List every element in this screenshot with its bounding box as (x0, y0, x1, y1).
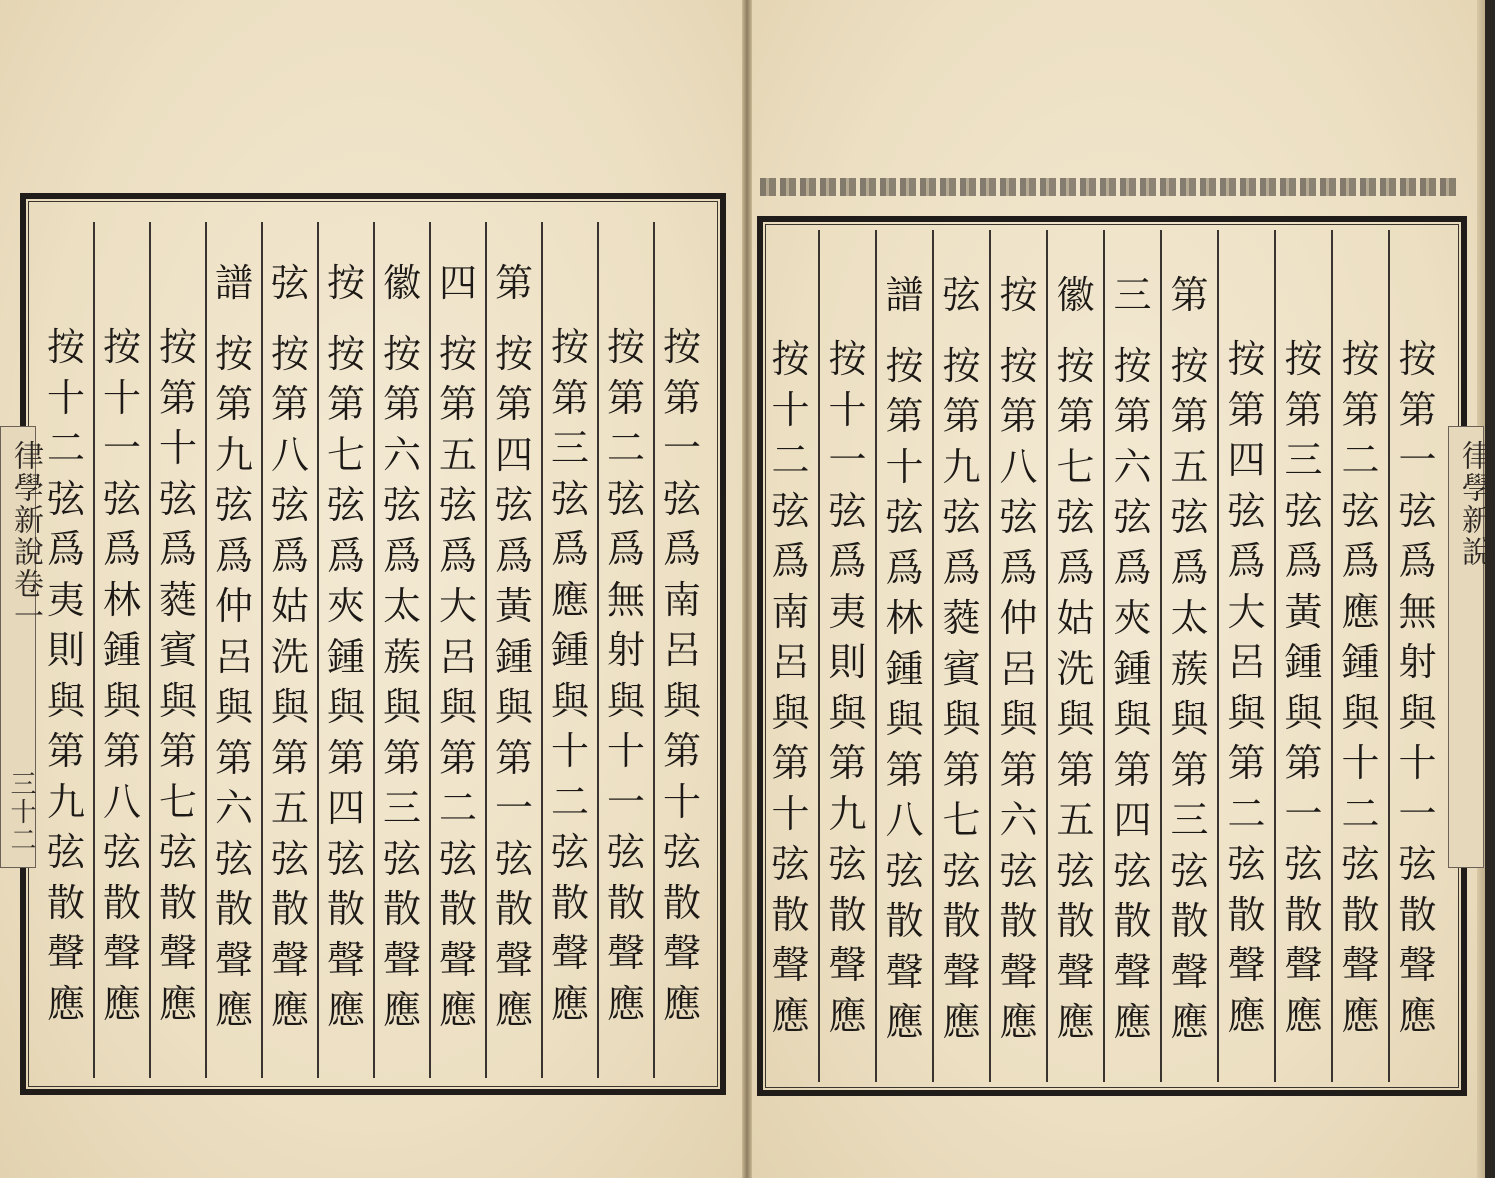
column-text: 按 第 八 弦 爲 仲 呂 與 第 六 弦 散 聲 應 (999, 343, 1038, 1044)
left-fold-title: 律學新說卷一 (8, 440, 43, 632)
column-text: 按 第 一 弦 爲 南 呂 與 第 十 弦 散 聲 應 (662, 325, 701, 1026)
column-text: 按 十 一 弦 爲 夷 則 與 第 九 弦 散 聲 應 (828, 337, 867, 1038)
text-column (1219, 334, 1275, 1041)
column-text: 按 第 一 弦 爲 無 射 與 十 一 弦 散 聲 應 (1398, 337, 1437, 1038)
text-column (486, 258, 542, 1036)
column-heading-char: 弦 (270, 261, 309, 305)
column-heading-char: 譜 (214, 261, 253, 305)
left-fold-page-number: 三十二 (6, 770, 36, 854)
text-column (820, 334, 876, 1041)
column-heading-char: 四 (438, 261, 477, 305)
column-text: 按 第 六 弦 爲 夾 鍾 與 第 四 弦 散 聲 應 (1113, 343, 1152, 1044)
column-text: 按 第 三 弦 爲 應 鍾 與 十 二 弦 散 聲 應 (550, 325, 589, 1026)
text-column (94, 322, 150, 1029)
text-column (654, 322, 710, 1029)
column-text: 按 第 二 弦 爲 無 射 與 十 一 弦 散 聲 應 (606, 325, 645, 1026)
column-text: 按 第 七 弦 爲 姑 洗 與 第 五 弦 散 聲 應 (1056, 343, 1095, 1044)
column-heading-char: 第 (1170, 273, 1209, 317)
column-text: 按 第 十 弦 爲 林 鍾 與 第 八 弦 散 聲 應 (885, 343, 924, 1044)
text-column (598, 322, 654, 1029)
column-text: 按 第 五 弦 爲 太 蔟 與 第 三 弦 散 聲 應 (1170, 343, 1209, 1044)
column-text: 按 第 六 弦 爲 太 蔟 與 第 三 弦 散 聲 應 (382, 331, 421, 1032)
column-text: 按 第 十 弦 爲 蕤 賓 與 第 七 弦 散 聲 應 (158, 325, 197, 1026)
column-text: 按 第 九 弦 爲 蕤 賓 與 第 七 弦 散 聲 應 (942, 343, 981, 1044)
text-column (1390, 334, 1446, 1041)
right-fold-title: 律學新說 (1456, 440, 1491, 568)
column-heading-char: 按 (326, 261, 365, 305)
column-text: 按 第 四 弦 爲 黃 鍾 與 第 一 弦 散 聲 應 (494, 331, 533, 1032)
column-heading-char: 徽 (382, 261, 421, 305)
text-column (206, 258, 262, 1036)
text-column (374, 258, 430, 1036)
column-text: 按 第 九 弦 爲 仲 呂 與 第 六 弦 散 聲 應 (214, 331, 253, 1032)
column-heading-char: 三 (1113, 273, 1152, 317)
text-column (430, 258, 486, 1036)
column-text: 按 十 一 弦 爲 林 鍾 與 第 八 弦 散 聲 應 (102, 325, 141, 1026)
text-column (1105, 270, 1161, 1048)
text-column (1276, 334, 1332, 1041)
column-text: 按 第 四 弦 爲 大 呂 與 第 二 弦 散 聲 應 (1227, 337, 1266, 1038)
column-text: 按 十 二 弦 爲 夷 則 與 第 九 弦 散 聲 應 (46, 325, 85, 1026)
text-column (1048, 270, 1104, 1048)
text-column (1333, 334, 1389, 1041)
column-heading-char: 第 (494, 261, 533, 305)
text-column (150, 322, 206, 1029)
text-column (318, 258, 374, 1036)
text-column (763, 334, 819, 1041)
text-column (934, 270, 990, 1048)
column-heading-char: 弦 (942, 273, 981, 317)
ink-bleed-band (760, 178, 1460, 196)
column-text: 按 第 八 弦 爲 姑 洗 與 第 五 弦 散 聲 應 (270, 331, 309, 1032)
column-heading-char: 徽 (1056, 273, 1095, 317)
text-column (877, 270, 933, 1048)
text-column (991, 270, 1047, 1048)
text-column (542, 322, 598, 1029)
text-column (262, 258, 318, 1036)
column-heading-char: 譜 (885, 273, 924, 317)
text-column (38, 322, 94, 1029)
column-text: 按 第 五 弦 爲 大 呂 與 第 二 弦 散 聲 應 (438, 331, 477, 1032)
column-text: 按 第 七 弦 爲 夾 鍾 與 第 四 弦 散 聲 應 (326, 331, 365, 1032)
book-gutter (742, 0, 752, 1178)
column-text: 按 第 三 弦 爲 黃 鍾 與 第 一 弦 散 聲 應 (1284, 337, 1323, 1038)
text-column (1162, 270, 1218, 1048)
column-text: 按 十 二 弦 爲 南 呂 與 第 十 弦 散 聲 應 (771, 337, 810, 1038)
column-heading-char: 按 (999, 273, 1038, 317)
column-text: 按 第 二 弦 爲 應 鍾 與 十 二 弦 散 聲 應 (1341, 337, 1380, 1038)
